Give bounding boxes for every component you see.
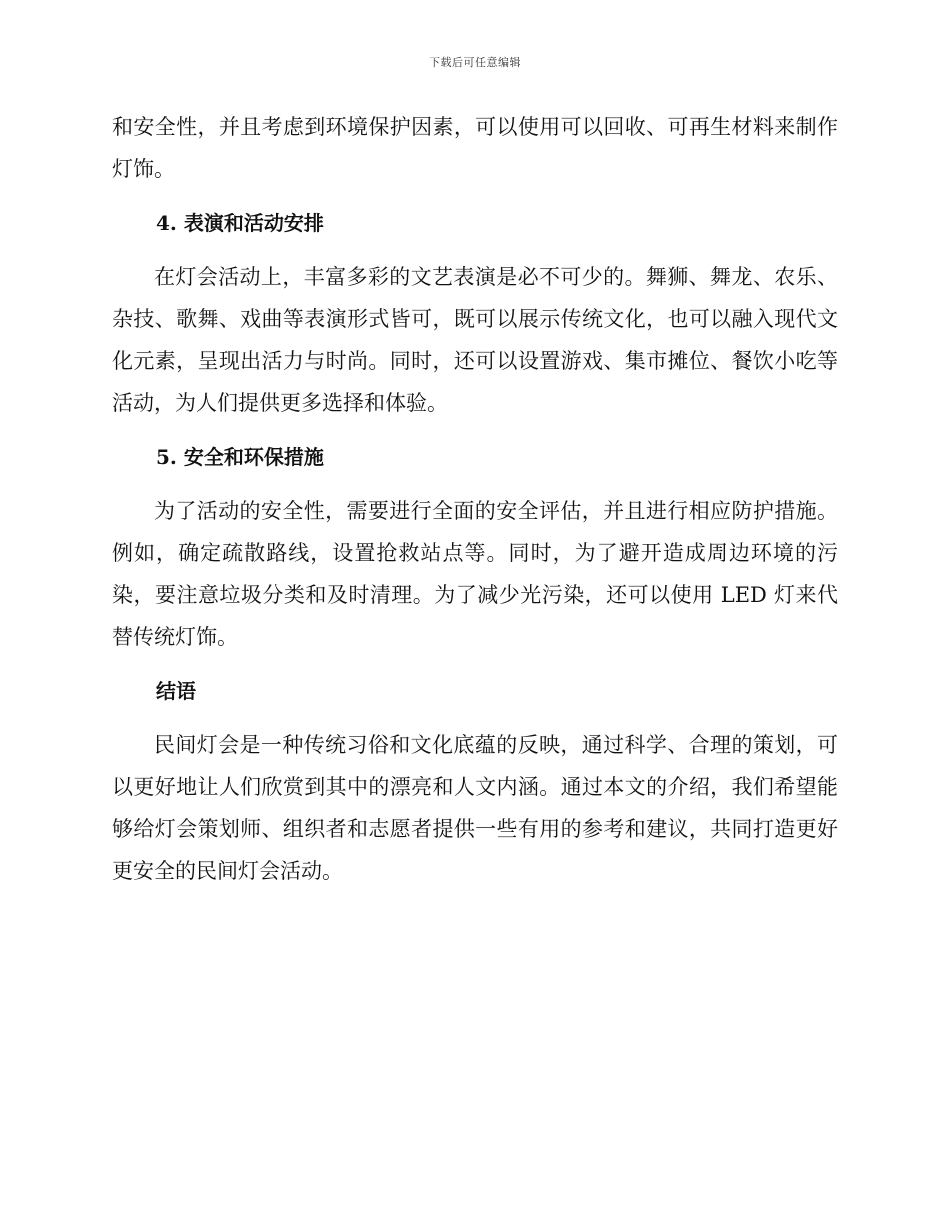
section-5-heading: 5. 安全和环保措施: [156, 445, 324, 469]
conclusion-heading: 结语: [156, 679, 196, 703]
section-4-heading: 4. 表演和活动安排: [156, 211, 324, 235]
conclusion-paragraph: 民间灯会是一种传统习俗和文化底蕴的反映，通过科学、合理的策划，可以更好地让人们欣赏到其中的漂亮和人文内涵。通过本文的介绍，我们希望能够给灯会策划师、组织者和志愿者提供一些有用的参考和建议，共同打造更好更安全的民间灯会活动。: [112, 733, 838, 883]
section-5-paragraph: 为了活动的安全性，需要进行全面的安全评估，并且进行相应防护措施。例如，确定疏散路线，设置抢救站点等。同时，为了避开造成周边环境的污染，要注意垃圾分类和及时清理。为了减少光污染，还可以使用 LED 灯来代替传统灯饰。: [112, 499, 838, 649]
document-body: [112, 106, 838, 892]
intro-continuation-paragraph: 和安全性，并且考虑到环境保护因素，可以使用可以回收、可再生材料来制作灯饰。: [112, 115, 838, 181]
section-4-paragraph: 在灯会活动上，丰富多彩的文艺表演是必不可少的。舞狮、舞龙、农乐、杂技、歌舞、戏曲等表演形式皆可，既可以展示传统文化，也可以融入现代文化元素，呈现出活力与时尚。同时，还可以设置游戏、集市摊位、餐饮小吃等活动，为人们提供更多选择和体验。: [112, 265, 838, 415]
page-header-note: 下载后可任意编辑: [429, 56, 521, 69]
